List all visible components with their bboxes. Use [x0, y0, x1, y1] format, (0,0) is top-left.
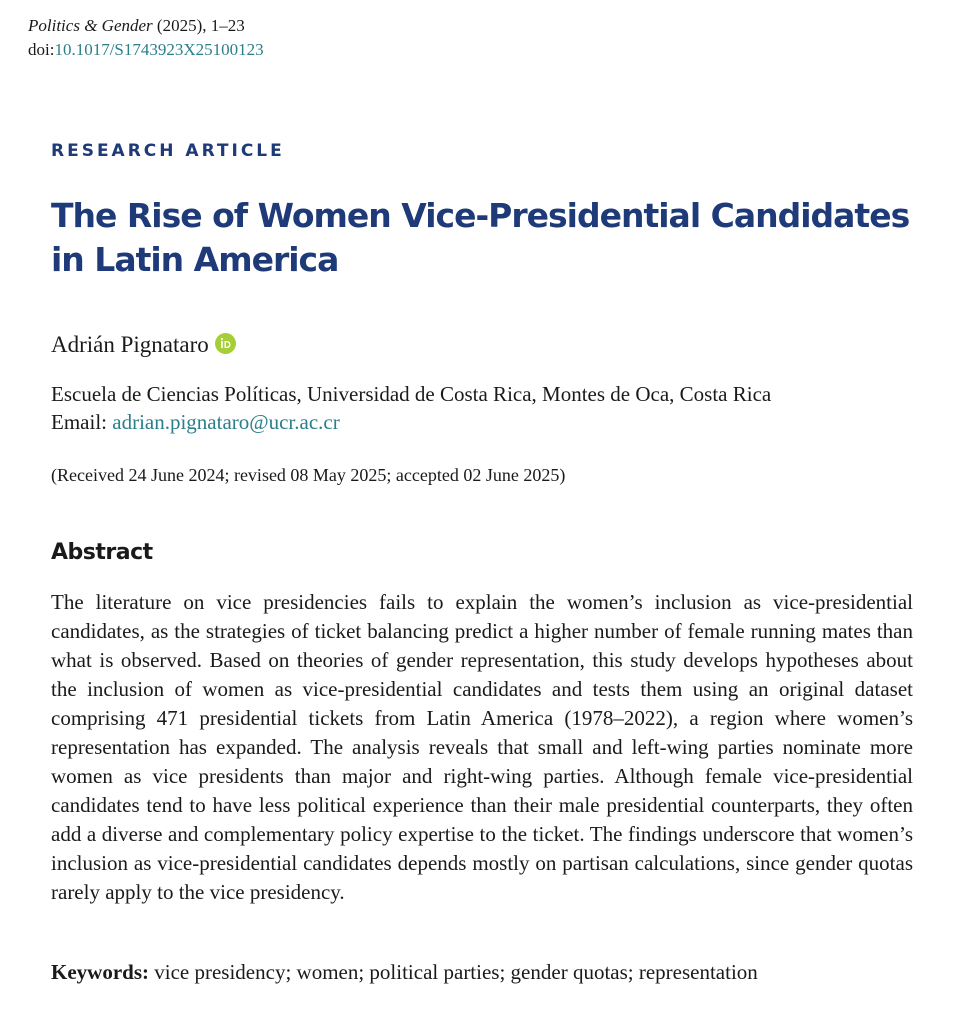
author-name: Adrián Pignataro	[51, 332, 209, 357]
keywords-line	[51, 958, 758, 987]
submission-dates: (Received 24 June 2024; revised 08 May 2025; accepted 02 June 2025)	[51, 465, 566, 485]
article-type-label: RESEARCH ARTICLE	[51, 141, 285, 161]
email-label: Email:	[51, 410, 113, 434]
doi-prefix: doi:	[28, 40, 55, 59]
affiliation: Escuela de Ciencias Políticas, Universidad de Costa Rica, Montes de Oca, Costa Rica	[51, 382, 772, 406]
journal-name: Politics & Gender	[28, 16, 153, 35]
journal-citation	[28, 14, 264, 38]
orcid-icon[interactable]	[215, 333, 236, 354]
email-line	[51, 408, 771, 436]
abstract-text: The literature on vice presidencies fails to explain the women’s inclusion as vice-presidential candidates, as the strategies of ticket balancing predict a higher number of female running mates than what is observed. Based on theories of gender representation, this study develops hypotheses about the inclusion of women as vice-presidential candidates and tests them using an original dataset comprising 471 presidential tickets from Latin America (1978–2022), a region where women’s representation has expanded. The analysis reveals that small and left-wing parties nominate more women as vice presidents than major and right-wing parties. Although female vice-presidential candidates tend to have less political experience than their male presidential counterparts, they often add a diverse and complementary policy expertise to the ticket. The findings underscore that women’s inclusion as vice-presidential candidates depends mostly on partisan calculations, since gender quotas rarely apply to the vice presidency.	[51, 590, 913, 904]
journal-info	[28, 14, 264, 62]
doi-link[interactable]: 10.1017/S1743923X25100123	[54, 40, 264, 59]
journal-year-pages: (2025), 1–23	[152, 16, 245, 35]
author-line	[51, 330, 236, 360]
keywords-label: Keywords:	[51, 960, 149, 984]
abstract-heading: Abstract	[51, 540, 153, 565]
affiliation-block	[51, 380, 771, 436]
doi-line	[28, 38, 264, 62]
email-link[interactable]: adrian.pignataro@ucr.ac.cr	[112, 410, 340, 434]
article-title: The Rise of Women Vice-Presidential Candidates in Latin America	[51, 196, 910, 279]
keywords-text: vice presidency; women; political parties; gender quotas; representation	[149, 960, 758, 984]
